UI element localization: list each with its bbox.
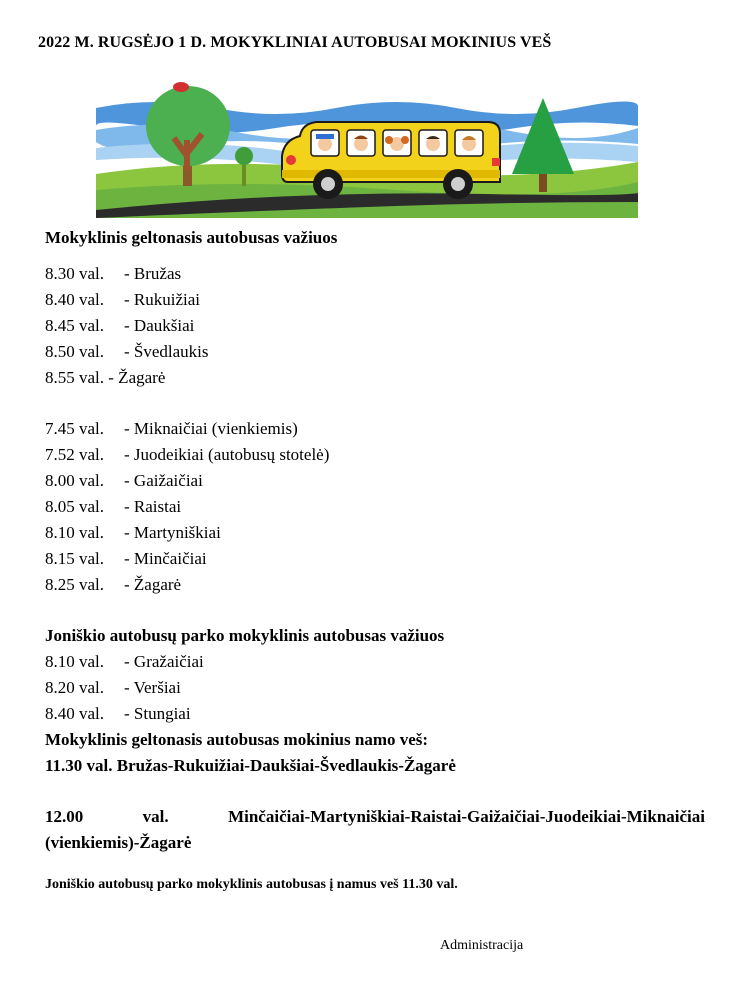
schedule-row: 8.50 val. - Švedlaukis xyxy=(45,342,209,361)
schedule-row: 8.15 val. - Minčaičiai xyxy=(45,549,207,568)
signature: Administracija xyxy=(440,938,524,953)
schedule-row: 7.45 val. - Miknaičiai (vienkiemis) xyxy=(45,419,298,438)
note-text: Joniškio autobusų parko mokyklinis autobusas į namus veš 11.30 val. xyxy=(45,877,458,892)
schedule-row: 8.55 val. - Žagarė xyxy=(45,368,166,387)
schedule-row: 8.00 val. - Gaižaičiai xyxy=(45,471,203,490)
home-route-2: 12.00 val. Minčaičiai-Martyniškiai-Raistai-Gaižaičiai-Juodeikiai-Miknaičiai xyxy=(45,807,705,826)
home-route-2-continued: (vienkiemis)-Žagarė xyxy=(45,833,192,852)
schedule-row: 8.20 val. - Veršiai xyxy=(45,678,181,697)
schedule-row: 8.10 val. - Gražaičiai xyxy=(45,652,204,671)
schedule-row: 8.40 val. - Rukuižiai xyxy=(45,290,201,309)
schedule-row: 8.30 val. - Bružas xyxy=(45,264,182,283)
section2-heading: Joniškio autobusų parko mokyklinis autobusas važiuos xyxy=(45,626,445,645)
home-heading: Mokyklinis geltonasis autobusas mokinius namo veš: xyxy=(45,730,429,749)
schedule-row: 8.05 val. - Raistai xyxy=(45,497,182,516)
section1-heading: Mokyklinis geltonasis autobusas važiuos xyxy=(45,228,338,247)
home-route-1: 11.30 val. Bružas-Rukuižiai-Daukšiai-Švedlaukis-Žagarė xyxy=(45,756,456,775)
page-title: 2022 M. RUGSĖJO 1 D. MOKYKLINIAI AUTOBUSAI MOKINIUS VEŠ xyxy=(38,34,552,51)
schedule-row: 7.52 val. - Juodeikiai (autobusų stotelė) xyxy=(45,445,330,464)
school-bus-illustration-icon xyxy=(96,78,638,218)
schedule-row: 8.45 val. - Daukšiai xyxy=(45,316,195,335)
schedule-row: 8.40 val. - Stungiai xyxy=(45,704,191,723)
schedule-row: 8.25 val. - Žagarė xyxy=(45,575,182,594)
schedule-row: 8.10 val. - Martyniškiai xyxy=(45,523,221,542)
